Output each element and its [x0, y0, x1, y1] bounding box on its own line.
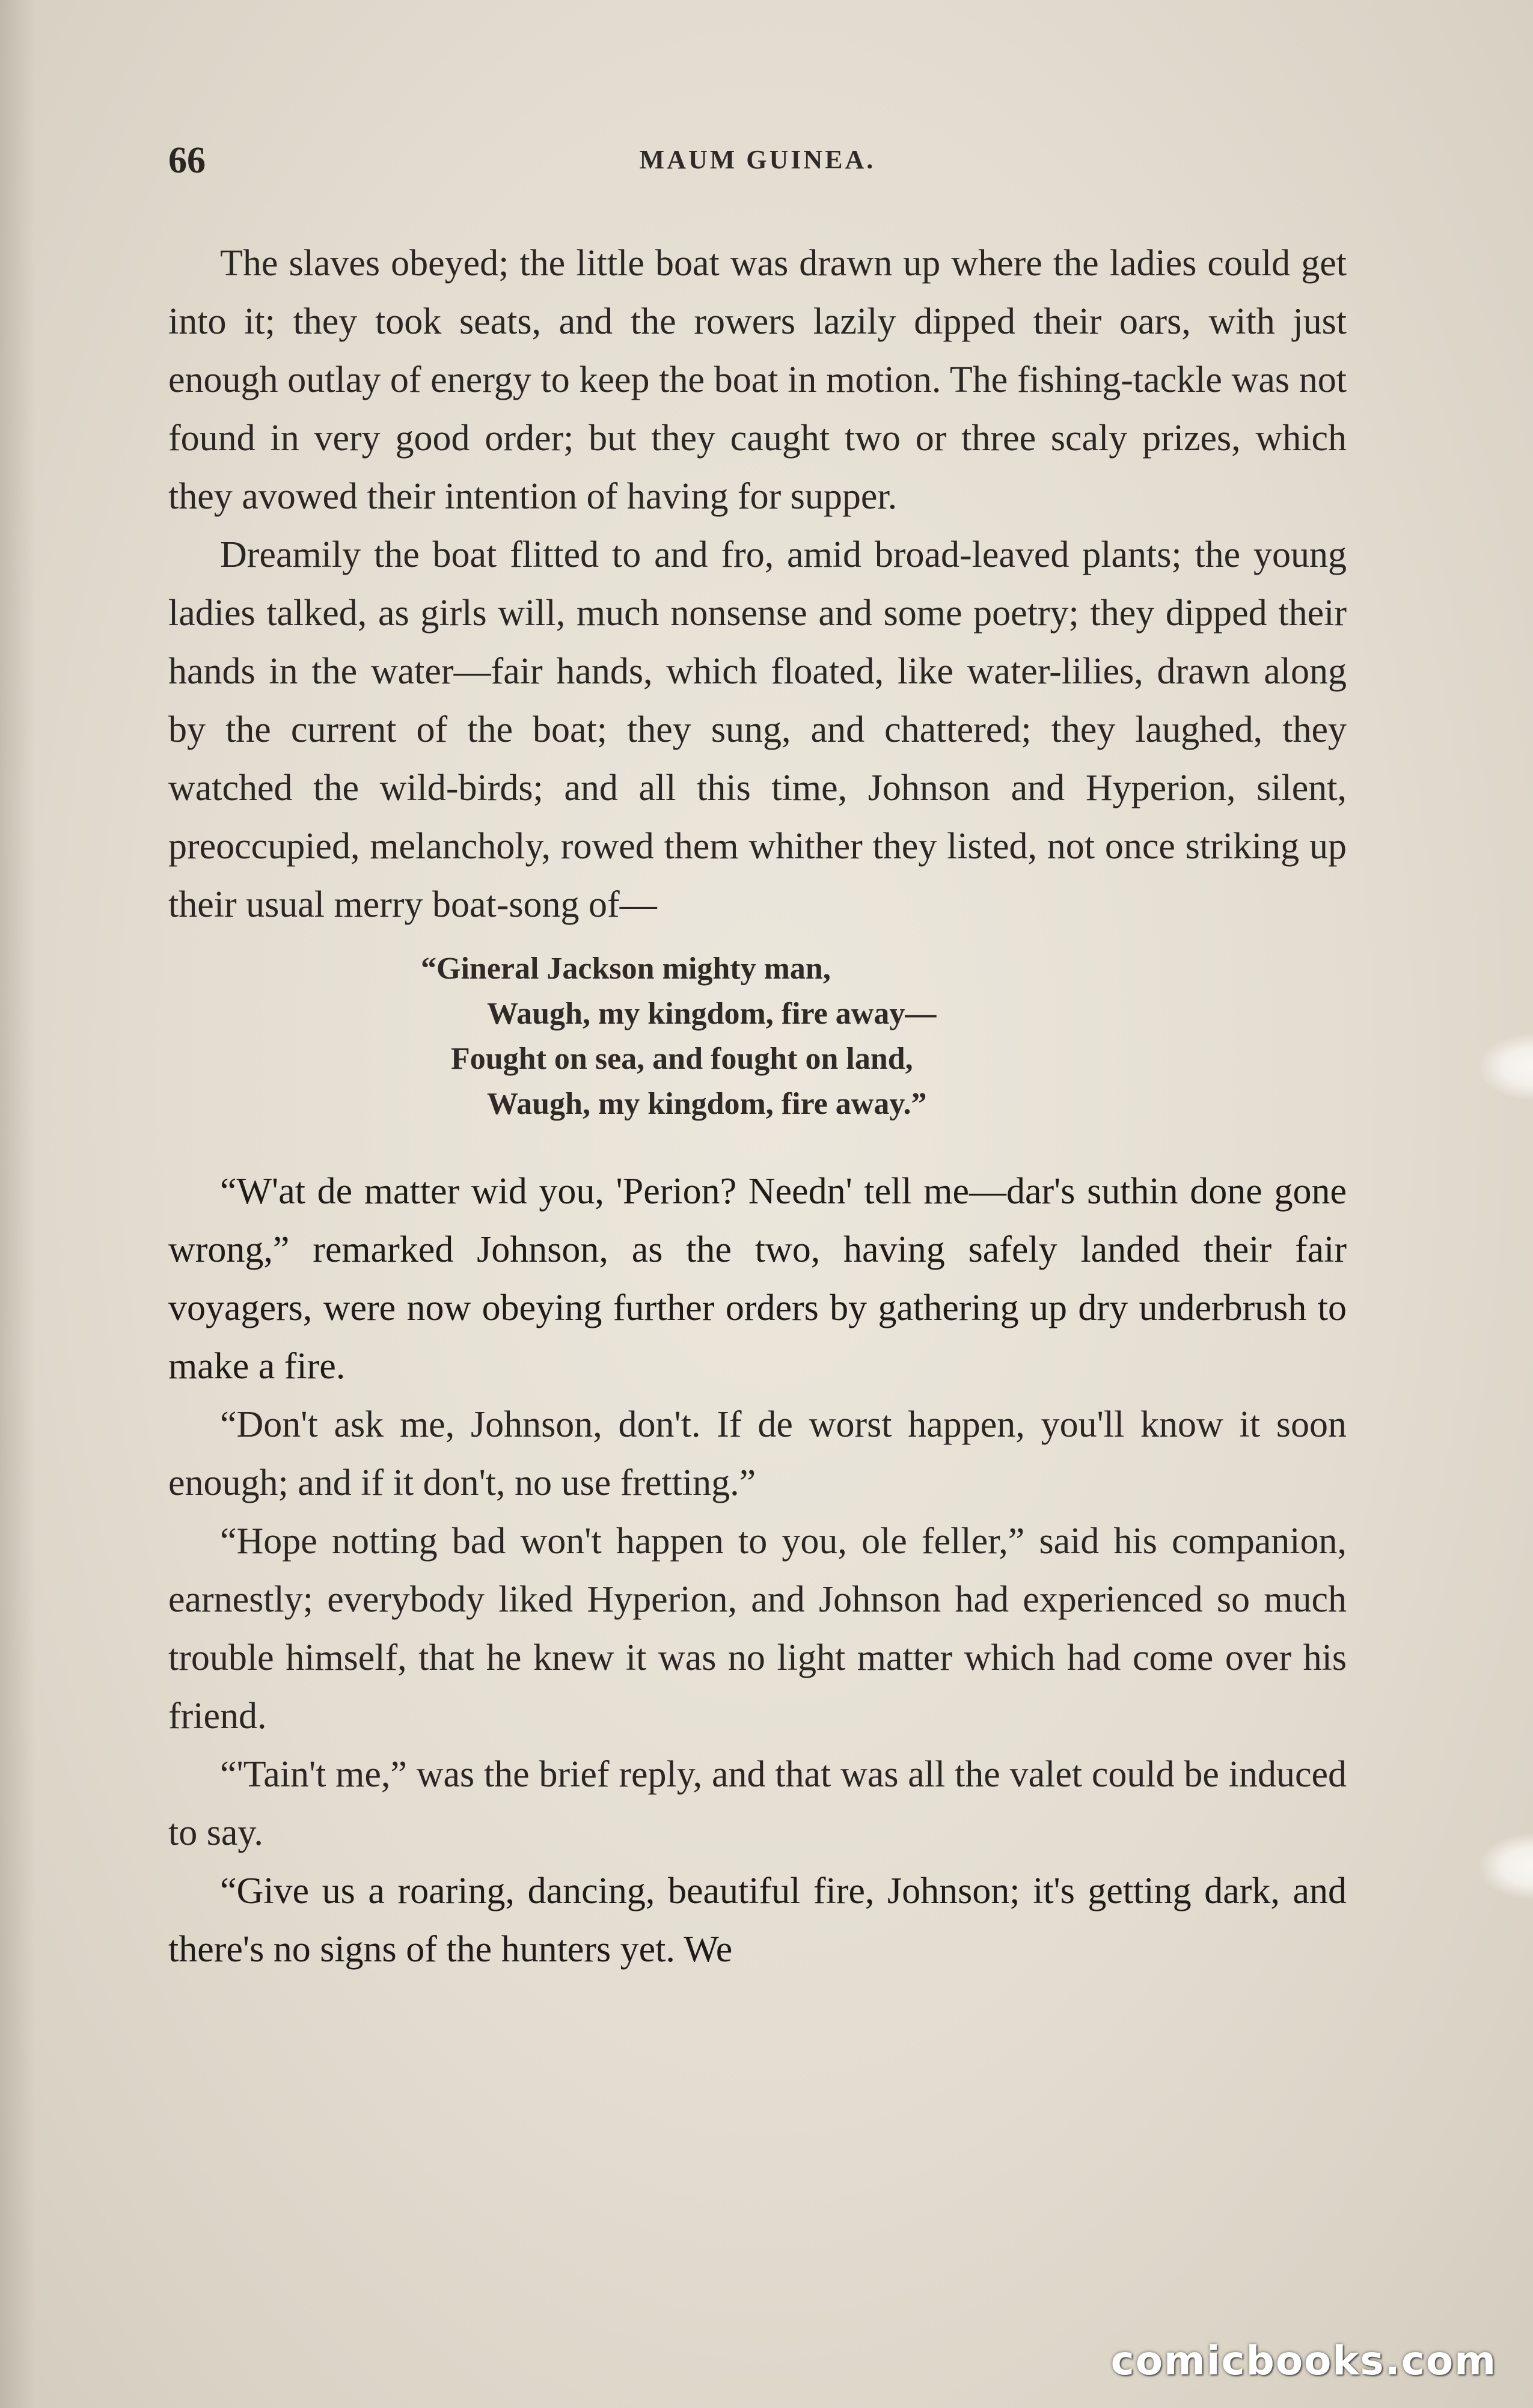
paragraph-1: The slaves obeyed; the little boat was drawn up where the ladies could get into it; they took seats, and the rowers lazily dipped their oars, with just enough outlay of energy to keep the boat in motion. The fishing-tackle was not found in very good order; but they caught two or three scaly prizes, which they avowed their intention of having for supper.: [168, 243, 1347, 517]
paragraph-4: “Don't ask me, Johnson, don't. If de worst happen, you'll know it soon enough; and if it don't, no use fretting.”: [168, 1404, 1347, 1503]
page-tear-mark: [1479, 1833, 1533, 1899]
page-edge-shadow: [0, 0, 36, 2408]
verse-line-4: Waugh, my kingdom, fire away.”: [487, 1087, 927, 1121]
paragraph-7: “Give us a roaring, dancing, beautiful fire, Johnson; it's getting dark, and there's no signs of the hunters yet. We: [168, 1871, 1347, 1970]
body-text: [168, 234, 1347, 1979]
verse-line-2: Waugh, my kingdom, fire away—: [487, 997, 937, 1031]
boat-song-verse: [168, 946, 1347, 1126]
verse-line-3: Fought on sea, and fought on land,: [451, 1042, 913, 1076]
paragraph-2: Dreamily the boat flitted to and fro, amid broad-leaved plants; the young ladies talked, as girls will, much nonsense and some poetry; they dipped their hands in the water—fair hands, which floated, like water-lilies, drawn along by the current of the boat; they sung, and chattered; they laughed, they watched the wild-birds; and all this time, Johnson and Hyperion, silent, preoccupied, melancholy, rowed them whither they listed, not once striking up their usual merry boat-song of—: [168, 534, 1347, 925]
watermark-text: comicbooks.com: [1110, 2338, 1497, 2384]
paragraph-6: “'Tain't me,” was the brief reply, and that was all the valet could be induced to say.: [168, 1754, 1347, 1853]
running-head: MAUM GUINEA.: [639, 145, 876, 174]
verse-line-1: “Gineral Jackson mighty man,: [421, 952, 831, 986]
paragraph-3: “W'at de matter wid you, 'Perion? Needn' tell me—dar's suthin done gone wrong,” remarked Johnson, as the two, having safely landed their fair voyagers, were now obeying further orders by gathering up dry underbrush to make a fire.: [168, 1171, 1347, 1387]
page-tear-mark: [1479, 1034, 1533, 1100]
paragraph-5: “Hope notting bad won't happen to you, ole feller,” said his companion, earnestly; everybody liked Hyperion, and Johnson had experienced so much trouble himself, that he knew it was no light matter which had come over his friend.: [168, 1521, 1347, 1737]
page-header: [168, 139, 1347, 188]
page-number: 66: [168, 140, 206, 181]
